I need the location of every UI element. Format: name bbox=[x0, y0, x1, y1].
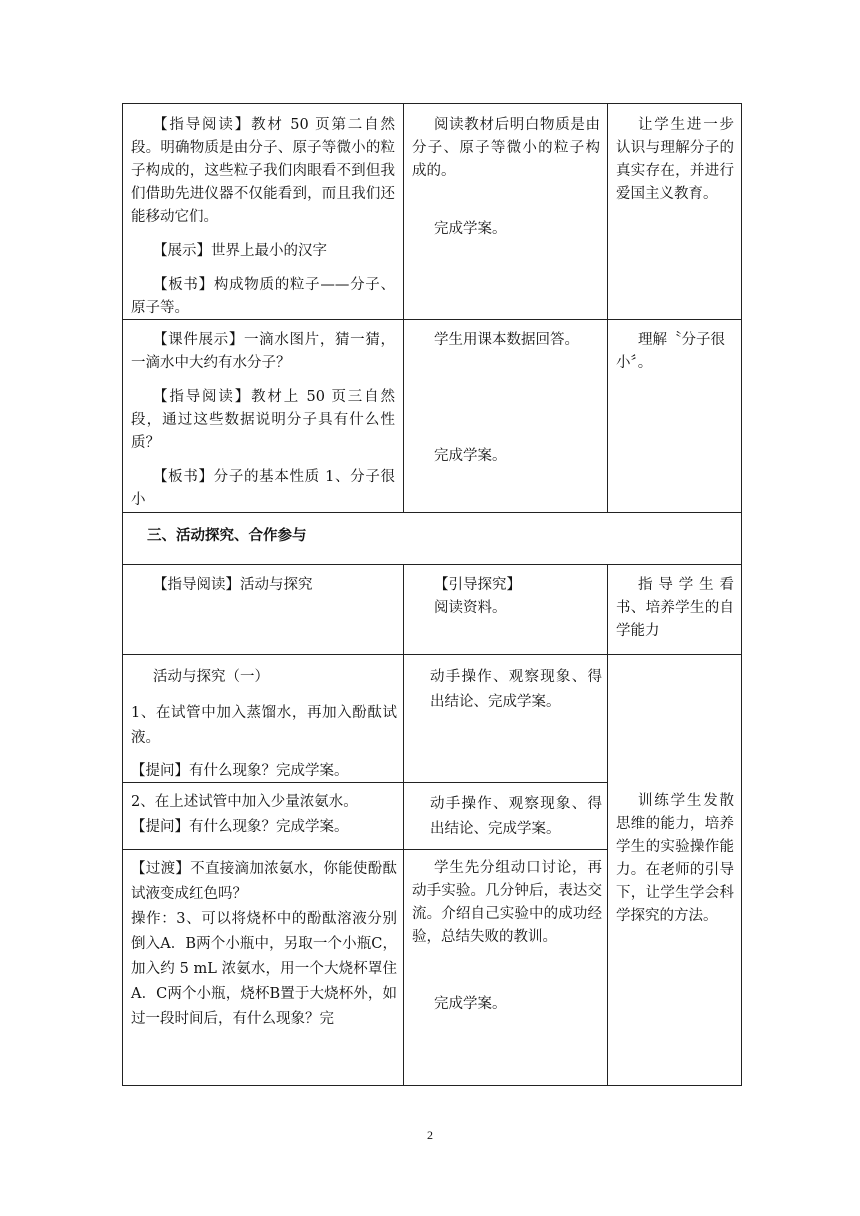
cell-paragraph: 【课件展示】一滴水图片，猜一猜，一滴水中大约有水分子？ bbox=[131, 332, 395, 371]
student-activity-cell bbox=[412, 857, 602, 1016]
cell-paragraph: 动手操作、观察现象、得出结论、完成学案。 bbox=[430, 796, 602, 837]
cell-paragraph: 2、在上述试管中加入少量浓氨水。 bbox=[131, 794, 358, 810]
column-divider bbox=[607, 103, 608, 513]
cell-paragraph: 【提问】有什么现象？完成学案。 bbox=[131, 763, 349, 779]
cell-paragraph: 1、在试管中加入蒸馏水，再加入酚酞试液。 bbox=[131, 705, 397, 746]
student-activity-cell bbox=[412, 574, 600, 620]
table-border-left bbox=[122, 103, 123, 1086]
cell-paragraph: 学生先分组动口讨论，再动手实验。几分钟后，表达交流。介绍自己实验中的成功经验，总结失败的教训。 bbox=[412, 860, 602, 945]
teacher-activity-cell bbox=[131, 329, 395, 512]
design-intent-cell bbox=[616, 574, 734, 643]
table-border-top bbox=[122, 103, 742, 104]
cell-paragraph: 完成学案。 bbox=[434, 221, 507, 237]
cell-paragraph: 【提问】有什么现象？完成学案。 bbox=[131, 819, 349, 835]
table-border-bottom bbox=[122, 1085, 742, 1086]
design-intent-cell bbox=[616, 329, 734, 375]
student-activity-cell bbox=[412, 329, 600, 468]
teacher-activity-cell bbox=[131, 114, 395, 320]
cell-paragraph: 学生用课本数据回答。 bbox=[434, 332, 579, 348]
cell-paragraph: 训练学生发散思维的能力，培养学生的实验操作能力。在老师的引导下，让学生学会科学探究的方法。 bbox=[616, 793, 734, 924]
row-divider bbox=[122, 512, 742, 513]
cell-paragraph: 【展示】世界上最小的汉字 bbox=[153, 243, 327, 259]
cell-paragraph: 活动与探究（一） bbox=[153, 669, 269, 685]
cell-paragraph: 【指导阅读】教材 50 页第二自然段。明确物质是由分子、原子等微小的粒子构成的，这些粒子我们肉眼看不到但我们借助先进仪器不仅能看到，而且我们还能移动它们。 bbox=[131, 117, 395, 225]
cell-paragraph: 完成学案。 bbox=[434, 996, 507, 1012]
cell-paragraph: 阅读资料。 bbox=[434, 600, 507, 616]
row-divider bbox=[122, 564, 742, 565]
cell-paragraph: 完成学案。 bbox=[434, 448, 507, 464]
row-divider bbox=[122, 654, 742, 655]
cell-paragraph: 【指导阅读】教材上 50 页三自然段，通过这些数据说明分子具有什么性质？ bbox=[131, 389, 395, 451]
teacher-activity-cell bbox=[131, 574, 395, 597]
cell-paragraph: 【板书】构成物质的粒子——分子、原子等。 bbox=[131, 277, 395, 316]
cell-paragraph: 理解〝分子很小〞。 bbox=[616, 332, 725, 371]
teacher-activity-cell bbox=[131, 665, 397, 784]
column-divider bbox=[403, 103, 404, 513]
student-activity-cell bbox=[430, 665, 602, 715]
student-activity-cell bbox=[430, 792, 602, 842]
section-heading: 三、活动探究、合作参与 bbox=[147, 528, 307, 544]
cell-paragraph: 让学生进一步认识与理解分子的真实存在，并进行爱国主义教育。 bbox=[616, 117, 734, 202]
cell-paragraph: 动手操作、观察现象、得出结论、完成学案。 bbox=[430, 669, 602, 710]
page-number: 2 bbox=[427, 1128, 433, 1142]
row-divider bbox=[122, 849, 608, 850]
teacher-activity-cell bbox=[131, 790, 397, 840]
teacher-activity-cell bbox=[131, 857, 397, 1032]
cell-paragraph: 操作：3、可以将烧杯中的酚酞溶液分别倒入A．B两个小瓶中，另取一个小瓶C，加入约 5 mL 浓氨水，用一个大烧杯罩住 A．C两个小瓶，烧杯B置于大烧杯外，如过一段时间后，有什么现象？完 bbox=[131, 911, 397, 1027]
cell-paragraph: 【引导探究】 bbox=[434, 577, 521, 593]
student-activity-cell bbox=[412, 114, 600, 241]
cell-paragraph: 指导学生看书、培养学生的自学能力 bbox=[616, 577, 734, 639]
cell-paragraph: 【过渡】不直接滴加浓氨水，你能使酚酞试液变成红色吗？ bbox=[131, 861, 397, 902]
design-intent-cell bbox=[616, 114, 734, 206]
design-intent-cell bbox=[616, 790, 734, 928]
cell-paragraph: 【板书】分子的基本性质 1、分子很小 bbox=[131, 469, 395, 508]
cell-paragraph: 阅读教材后明白物质是由分子、原子等微小的粒子构成的。 bbox=[412, 117, 600, 179]
column-divider bbox=[403, 564, 404, 1086]
cell-paragraph: 【指导阅读】活动与探究 bbox=[153, 577, 313, 593]
table-border-right bbox=[741, 103, 742, 1086]
column-divider bbox=[607, 564, 608, 1086]
